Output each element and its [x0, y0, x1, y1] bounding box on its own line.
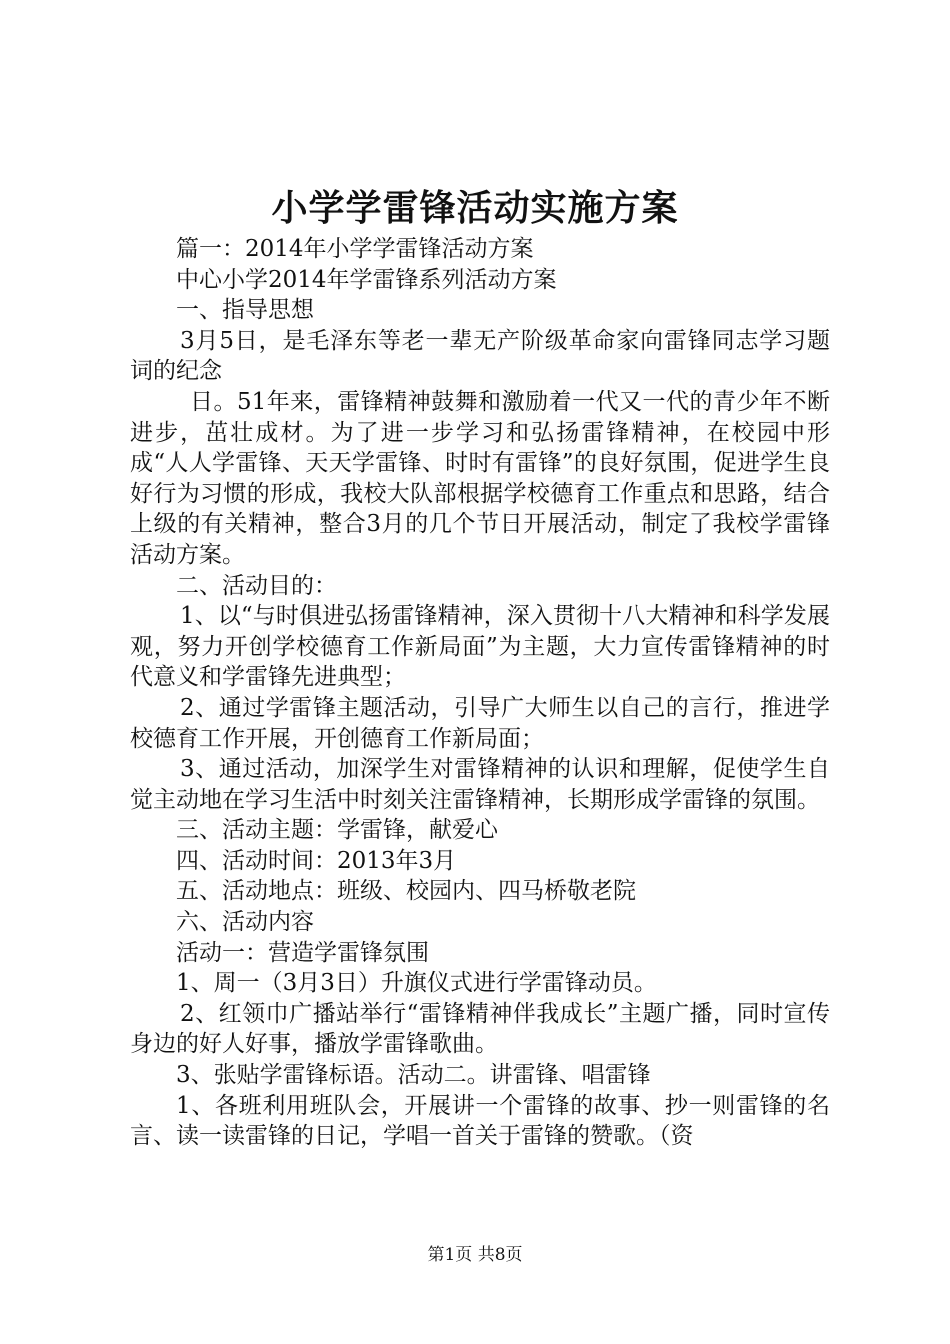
paragraph-section-4: 四、活动时间：2013年3月 [176, 847, 457, 874]
paragraph-section-3: 三、活动主题：学雷锋，献爱心 [176, 817, 498, 844]
paragraph-goal-2: 2、通过学雷锋主题活动，引导广大师生以自己的言行，推进学校德育工作开展，开创德育工作新局面； [130, 694, 830, 752]
page-footer: 第1页 共8页 [427, 1245, 523, 1265]
paragraph-activity-2-item-1: 1、各班利用班队会，开展讲一个雷锋的故事、抄一则雷锋的名言、读一读雷锋的日记，学唱一首关于雷锋的赞歌。（资 [130, 1092, 830, 1150]
paragraph-goal-1: 1、以“与时俱进弘扬雷锋精神，深入贯彻十八大精神和科学发展观，努力开创学校德育工作新局面”为主题，大力宣传雷锋精神的时代意义和学雷锋先进典型； [130, 603, 830, 691]
paragraph-activity-1-item-1: 1、周一（3月3日）升旗仪式进行学雷锋动员。 [176, 970, 657, 997]
paragraph-goal-3: 3、通过活动，加深学生对雷锋精神的认识和理解，促使学生自觉主动地在学习生活中时刻关注雷锋精神，长期形成学雷锋的氛围。 [130, 756, 830, 813]
paragraph-activity-1-item-3: 3、张贴学雷锋标语。活动二。讲雷锋、唱雷锋 [176, 1062, 651, 1089]
paragraph-activity-1-item-2: 2、红领巾广播站举行“雷锋精神伴我成长”主题广播，同时宣传身边的好人好事，播放学雷锋歌曲。 [130, 1000, 830, 1058]
paragraph-guiding-1: 3月5日，是毛泽东等老一辈无产阶级革命家向雷锋同志学习题词的纪念 [130, 327, 830, 385]
paragraph-plan-title: 中心小学2014年学雷锋系列活动方案 [176, 266, 557, 293]
document-body [130, 234, 830, 1152]
paragraph-guiding-2: 日。51年来，雷锋精神鼓舞和激励着一代又一代的青少年不断进步，茁壮成材。为了进一步学习和弘扬雷锋精神，在校园中形成“人人学雷锋、天天学雷锋、时时有雷锋”的良好氛围，促进学生良好行为习惯的形成，我校大队部根据学校德育工作重点和思路，结合上级的有关精神，整合3月的几个节日开展活动，制定了我校学雷锋活动方案。 [130, 388, 830, 568]
paragraph-section-5: 五、活动地点：班级、校园内、四马桥敬老院 [176, 878, 636, 905]
paragraph-chapter-heading: 篇一：2014年小学学雷锋活动方案 [176, 236, 534, 262]
paragraph-section-2-heading: 二、活动目的： [176, 572, 337, 599]
paragraph-activity-1-heading: 活动一：营造学雷锋氛围 [176, 939, 429, 966]
paragraph-section-6-heading: 六、活动内容 [176, 909, 314, 936]
document-title: 小学学雷锋活动实施方案 [271, 187, 679, 229]
paragraph-section-1-heading: 一、指导思想 [176, 297, 314, 324]
